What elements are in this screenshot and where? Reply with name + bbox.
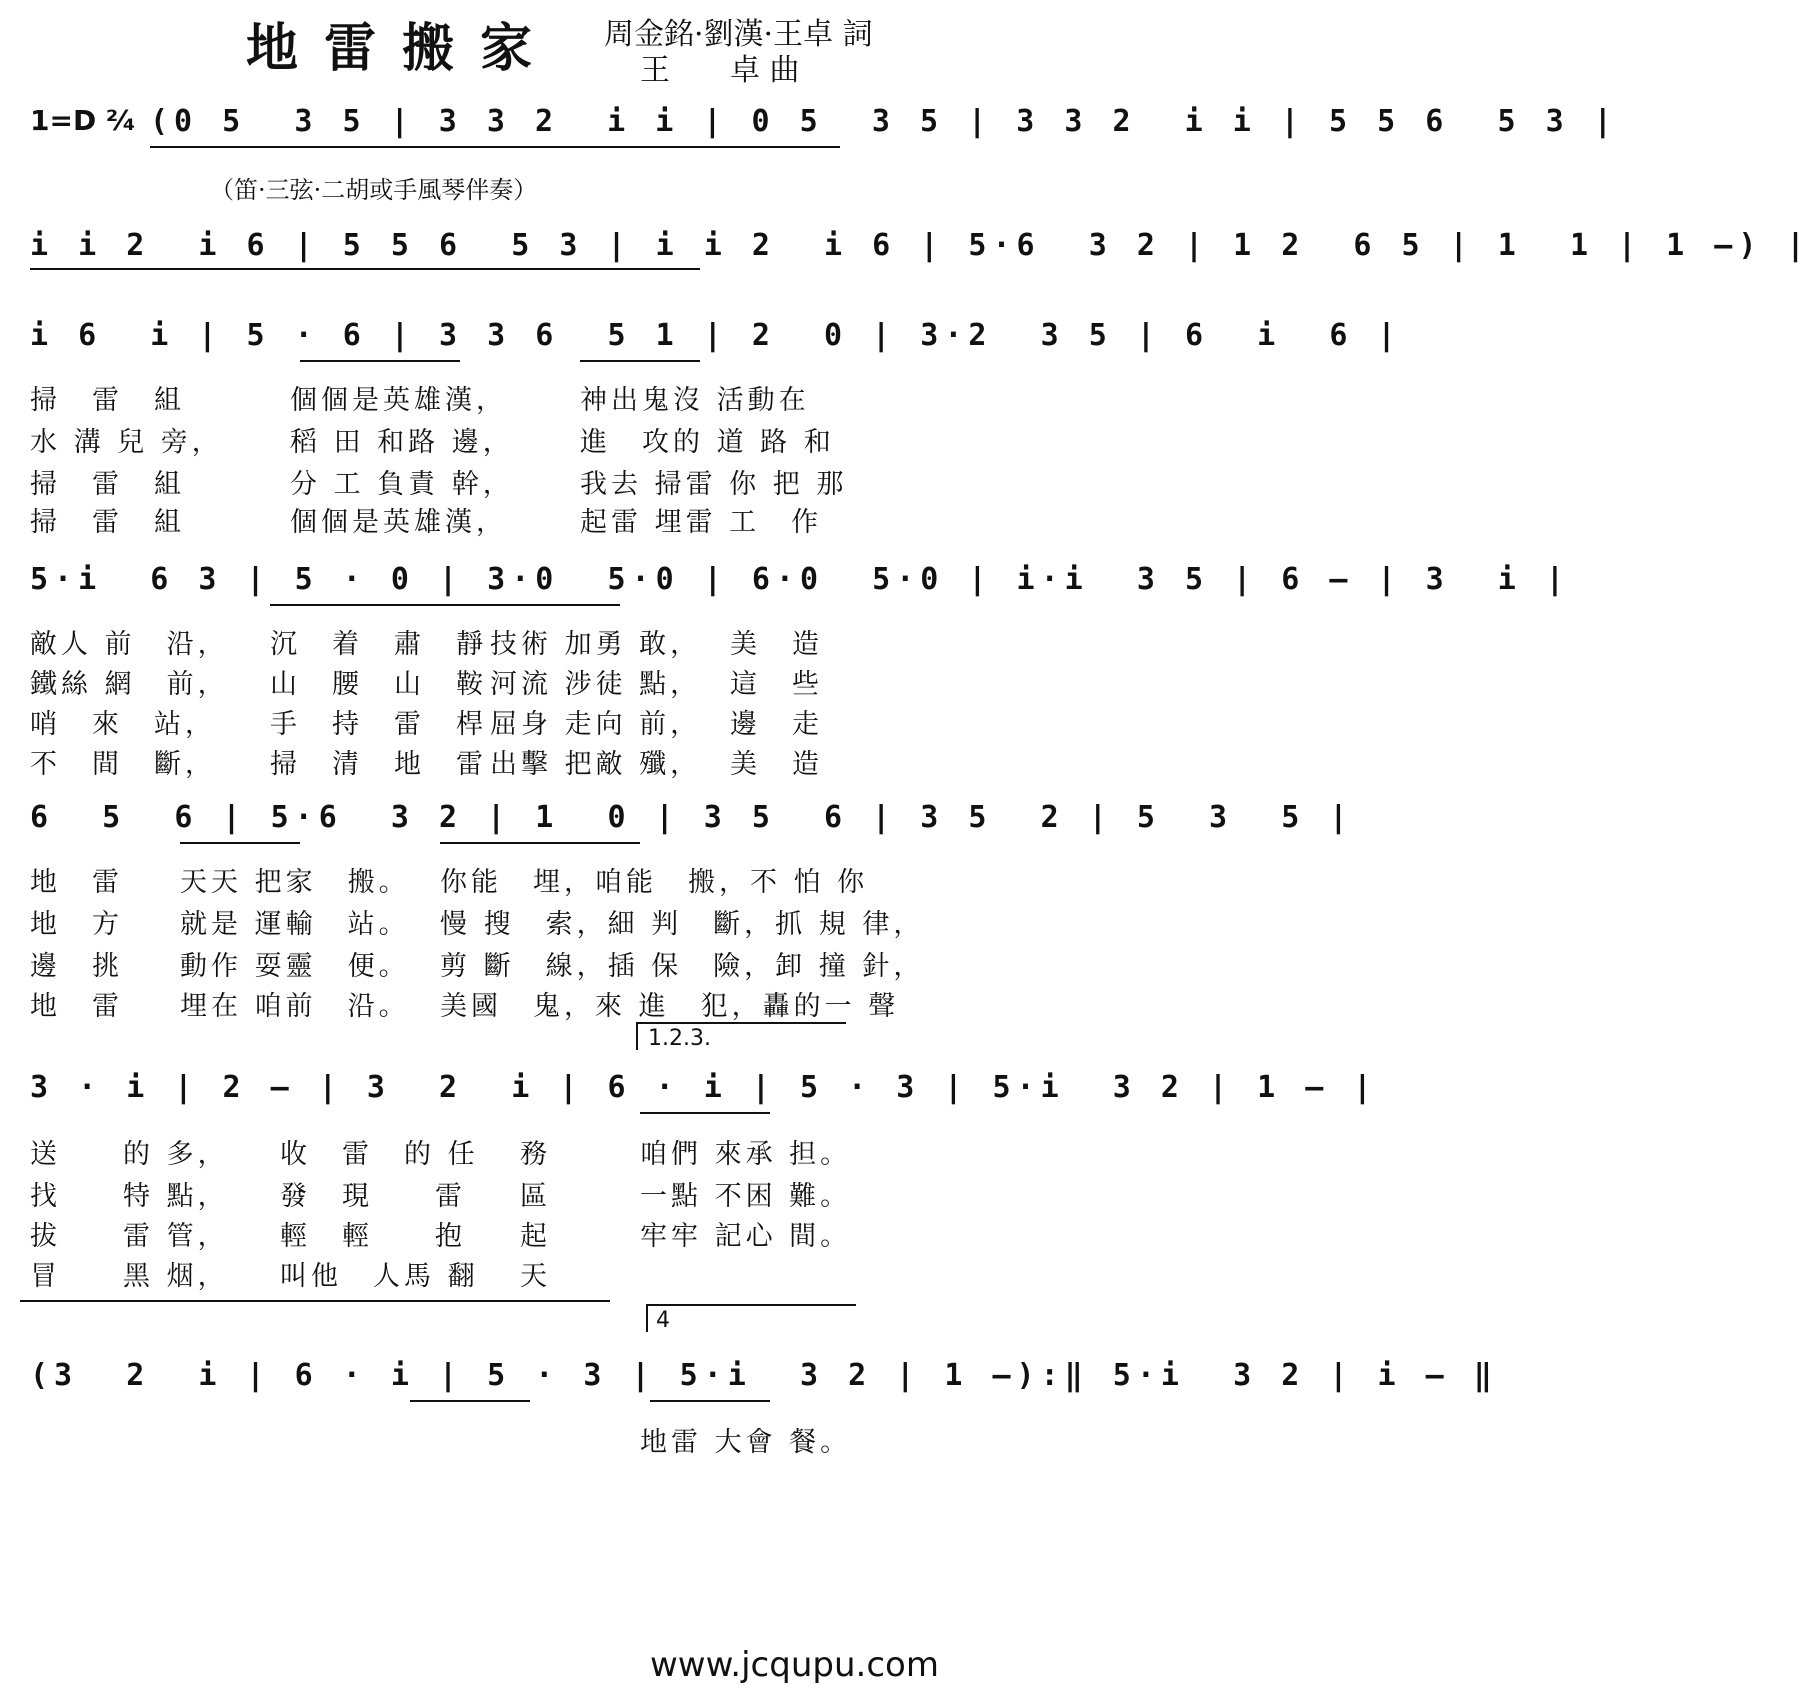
music-credit: 王 卓 曲 xyxy=(640,53,800,88)
song-title: 地雷搬家 xyxy=(246,18,559,79)
accompaniment-note: （笛·三弦·二胡或手風琴伴奏） xyxy=(210,176,538,204)
lyric-line: 地 雷 xyxy=(30,867,123,898)
volta-1-label: 1.2.3. xyxy=(648,1026,711,1051)
lyric-line: 掃 雷 組 xyxy=(30,507,185,538)
lyric-line: 就是 運輸 站。 xyxy=(180,909,410,940)
lyric-line: 這 些 xyxy=(730,669,823,700)
lyric-line: 輕 輕 抱 xyxy=(280,1221,466,1252)
lyric-line: 務 xyxy=(520,1139,551,1170)
notation-system-7: (3 2 i | 6 · i | 5 · 3 | 5·i 3 2 | 1 —):‖ 5·i 3 2 | i — ‖ xyxy=(30,1358,1498,1393)
lyric-line: 起雷 埋雷 工 作 xyxy=(580,507,823,538)
notation-system-4: 5·i 6 3 | 5 · 0 | 3·0 5·0 | 6·0 5·0 | i·i 3 5 | 6 — | 3 i | xyxy=(30,562,1570,597)
volta-bracket-edge xyxy=(636,1022,638,1050)
lyric-line: 技術 加勇 敢， xyxy=(490,629,702,660)
beam-line xyxy=(650,1400,770,1402)
lyric-line: 敵人 前 沿， xyxy=(30,629,229,660)
notation-system-5: 6 5 6 | 5·6 3 2 | 1 0 | 3 5 6 | 3 5 2 | 5 3 5 | xyxy=(30,800,1354,835)
lyric-line: 水 溝 兒 旁， xyxy=(30,427,223,458)
beam-line xyxy=(30,268,700,270)
lyric-line: 沉 着 肅 靜 xyxy=(270,629,487,660)
beam-line xyxy=(580,360,700,362)
lyric-line: 稻 田 和路 邊， xyxy=(290,427,514,458)
lyric-line: 區 xyxy=(520,1181,551,1212)
volta-2-label: 4 xyxy=(656,1308,670,1333)
lyric-line: 美 造 xyxy=(730,629,823,660)
notation-system-3: i 6 i | 5 · 6 | 3 3 6 5 1 | 2 0 | 3·2 3 5 | 6 i 6 | xyxy=(30,318,1402,353)
lyrics-credit: 周金銘·劉漢·王卓 詞 xyxy=(604,17,873,52)
lyric-line: 美 造 xyxy=(730,749,823,780)
lyric-line: 發 現 雷 xyxy=(280,1181,466,1212)
lyric-line: 邊 挑 xyxy=(30,951,123,982)
notation-system-1: (0 5 3 5 | 3 3 2 i i | 0 5 3 5 | 3 3 2 i i | 5 5 6 5 3 | xyxy=(150,104,1618,139)
lyric-line: 我去 掃雷 你 把 那 xyxy=(580,469,848,500)
volta-bracket xyxy=(646,1304,856,1306)
lyric-line: 你能 埋，咱能 搬，不 怕 你 xyxy=(440,867,869,898)
lyric-line: 進 攻的 道 路 和 xyxy=(580,427,835,458)
lyric-line: 收 雷 的 任 xyxy=(280,1139,479,1170)
lyric-line: 掃 清 地 雷 xyxy=(270,749,487,780)
lyric-line: 手 持 雷 桿 xyxy=(270,709,487,740)
lyric-line: 剪 斷 線，插 保 險，卸 撞 針， xyxy=(440,951,925,982)
lyric-line: 河流 涉徒 點， xyxy=(490,669,702,700)
watermark: www.jcqupu.com xyxy=(650,1645,939,1685)
lyric-line: 個個是英雄漢， xyxy=(290,507,507,538)
beam-line xyxy=(300,360,460,362)
lyric-line: 美國 鬼，來 進 犯，轟的一 聲 xyxy=(440,991,900,1022)
ending-lyric: 地雷 大會 餐。 xyxy=(640,1427,852,1458)
lyric-line: 冒 黑 烟， xyxy=(30,1261,229,1292)
volta-bracket-edge xyxy=(646,1304,648,1332)
lyric-line: 分 工 負責 幹， xyxy=(290,469,514,500)
lyric-line: 鐵絲 網 前， xyxy=(30,669,229,700)
lyric-line: 慢 搜 索，細 判 斷，抓 規 律， xyxy=(440,909,925,940)
lyric-line: 山 腰 山 鞍 xyxy=(270,669,487,700)
beam-line xyxy=(640,1112,770,1114)
lyric-line: 送 的 多， xyxy=(30,1139,229,1170)
beam-line xyxy=(410,1400,530,1402)
notation-system-6: 3 · i | 2 — | 3 2 i | 6 · i | 5 · 3 | 5·i 3 2 | 1 — | xyxy=(30,1070,1378,1105)
lyric-line: 起 xyxy=(520,1221,551,1252)
lyric-line: 不 間 斷， xyxy=(30,749,216,780)
lyric-line: 出擊 把敵 殲， xyxy=(490,749,702,780)
lyric-line: 邊 走 xyxy=(730,709,823,740)
lyric-line: 地 雷 xyxy=(30,991,123,1022)
lyric-line: 天 xyxy=(520,1261,551,1292)
lyric-line: 一點 不困 難。 xyxy=(640,1181,852,1212)
lyric-line: 哨 來 站， xyxy=(30,709,216,740)
lyric-line: 屈身 走向 前， xyxy=(490,709,702,740)
volta-bracket xyxy=(636,1022,846,1024)
section-divider xyxy=(20,1300,610,1302)
beam-line xyxy=(180,842,300,844)
lyric-line: 神出鬼沒 活動在 xyxy=(580,385,810,416)
notation-system-2: i i 2 i 6 | 5 5 6 5 3 | i i 2 i 6 | 5·6 3 2 | 1 2 6 5 | 1 1 | 1 —) | xyxy=(30,228,1811,263)
lyric-line: 掃 雷 組 xyxy=(30,385,185,416)
lyric-line: 拔 雷 管， xyxy=(30,1221,229,1252)
lyric-line: 叫他 人馬 翻 xyxy=(280,1261,479,1292)
lyric-line: 動作 耍靈 便。 xyxy=(180,951,410,982)
beam-line xyxy=(270,604,620,606)
lyric-line: 找 特 點， xyxy=(30,1181,229,1212)
lyric-line: 牢牢 記心 間。 xyxy=(640,1221,852,1252)
beam-line xyxy=(150,146,840,148)
lyric-line: 地 方 xyxy=(30,909,123,940)
lyric-line: 個個是英雄漢， xyxy=(290,385,507,416)
lyric-line: 掃 雷 組 xyxy=(30,469,185,500)
lyric-line: 天天 把家 搬。 xyxy=(180,867,410,898)
beam-line xyxy=(440,842,640,844)
lyric-line: 埋在 咱前 沿。 xyxy=(180,991,410,1022)
lyric-line: 咱們 來承 担。 xyxy=(640,1139,852,1170)
key-signature: 1=D ²⁄₄ xyxy=(30,104,136,137)
